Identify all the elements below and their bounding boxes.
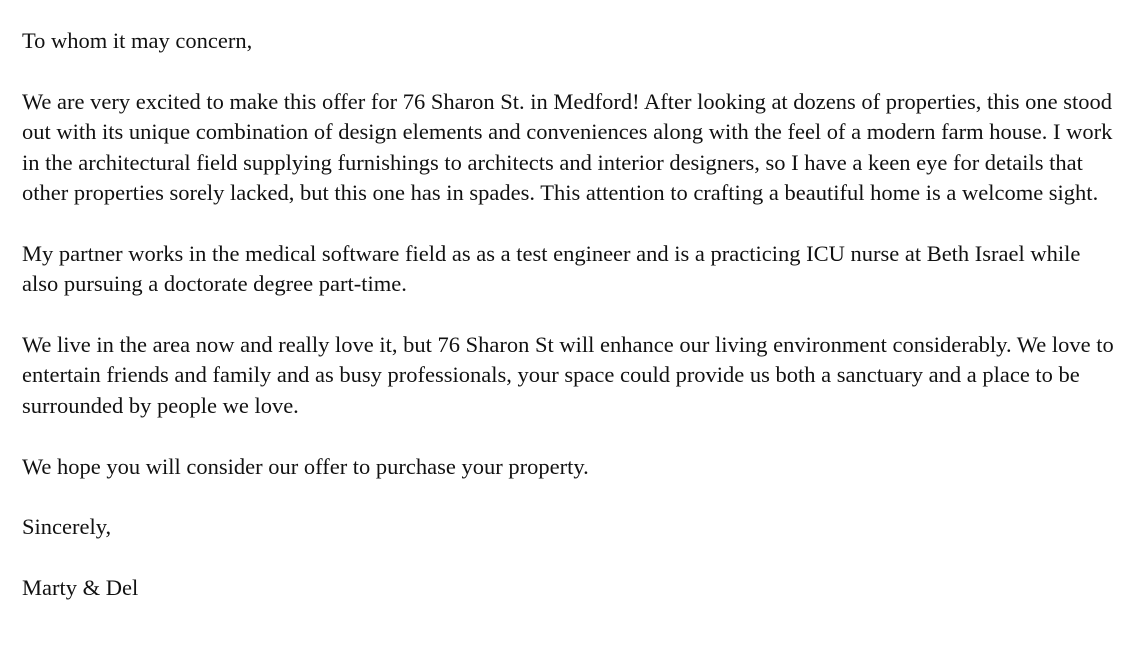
closing: Sincerely,	[22, 514, 112, 540]
paragraph-spacer	[22, 56, 1122, 86]
paragraph-intro: We are very excited to make this offer for 76 Sharon St. in Medford! After looking at dozens of properties, this one stood out with its unique combination of design elements and conveniences along with the feel of a modern farm house. I work in the architectural field supplying furnishings to architects and interior designers, so I have a keen eye for details that other properties sorely lacked, but this one has in spades. This attention to crafting a beautiful home is a welcome sight.	[22, 88, 1113, 206]
paragraph-spacer	[22, 482, 1122, 512]
paragraph-partner: My partner works in the medical software field as as a test engineer and is a practicing ICU nurse at Beth Israel while also pursuing a doctorate degree part-time.	[22, 240, 1081, 297]
paragraph-spacer	[22, 300, 1122, 330]
signature: Marty & Del	[22, 575, 139, 601]
paragraph-area: We live in the area now and really love it, but 76 Sharon St will enhance our living environment considerably. We love to entertain friends and family and as busy professionals, your space could provide us both a sanctuary and a place to be surrounded by people we love.	[22, 332, 1114, 418]
paragraph-spacer	[22, 543, 1122, 573]
salutation: To whom it may concern,	[22, 28, 253, 53]
paragraph-spacer	[22, 421, 1122, 451]
paragraph-request: We hope you will consider our offer to purchase your property.	[22, 453, 589, 479]
paragraph-spacer	[22, 208, 1122, 238]
letter-body	[22, 26, 1122, 604]
